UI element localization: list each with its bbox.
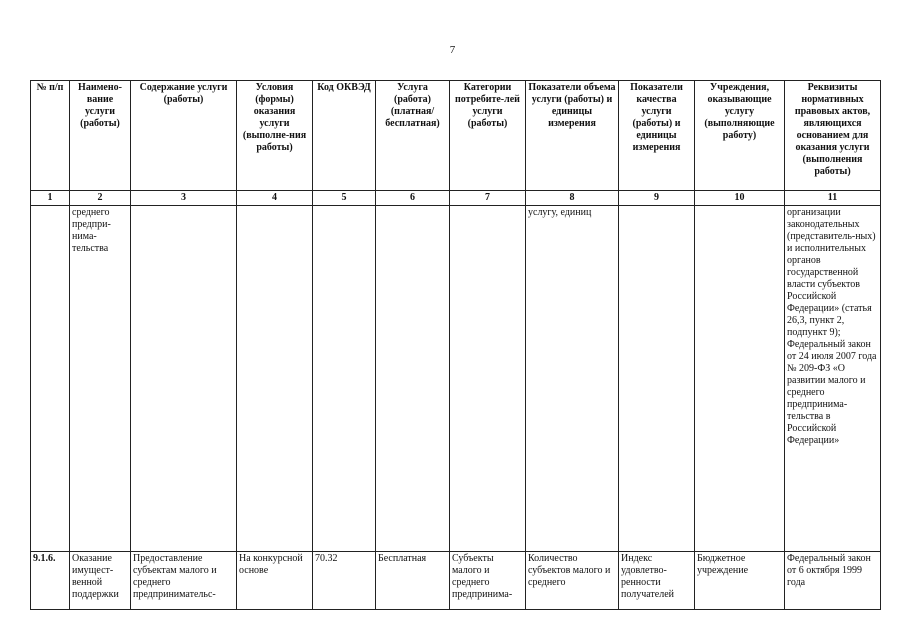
cell-service-name: среднего предпри-нима-тельства [70,206,131,552]
header-conditions: Условия (формы) оказания услуги (выполне-ния работы) [237,81,313,191]
header-number: № п/п [31,81,70,191]
cell-service-content [131,206,237,552]
header-consumer-categories: Категории потребите-лей услуги (работы) [450,81,526,191]
cell-quality-indicators: Индекс удовлетво-ренности получателей [619,552,695,610]
cell-legal-acts: организации законодательных (представитель-ных) и исполнительных органов государственной власти субъектов Российской Федерации» (статья 26,3, пункт 2, подпункт 9); Федеральный закон от 24 июля 2007 года № 209-ФЗ «О развитии малого и среднего предпринима-тельства в Российской Федерации» [785,206,881,552]
column-number: 6 [376,191,450,206]
column-number: 11 [785,191,881,206]
header-volume-indicators: Показатели объема услуги (работы) и единицы измерения [526,81,619,191]
column-number-row [31,191,881,206]
header-row [31,81,881,191]
cell-volume-indicators: услугу, единиц [526,206,619,552]
table-row-9-1-6 [31,552,881,610]
column-number: 10 [695,191,785,206]
cell-okved-code [313,206,376,552]
services-register-table [30,80,881,610]
header-service-name: Наимено-вание услуги (работы) [70,81,131,191]
header-legal-acts: Реквизиты нормативных правовых актов, являющихся основанием для оказания услуги (выполнения работы) [785,81,881,191]
header-quality-indicators: Показатели качества услуги (работы) и единицы измерения [619,81,695,191]
cell-conditions: На конкурсной основе [237,552,313,610]
cell-consumer-categories [450,206,526,552]
cell-service-name: Оказание имущест-венной поддержки [70,552,131,610]
cell-service-content: Предоставление субъектам малого и среднего предпринимательс- [131,552,237,610]
cell-paid-free: Бесплатная [376,552,450,610]
cell-number: 9.1.6. [31,552,70,610]
column-number: 5 [313,191,376,206]
header-paid-free: Услуга (работа) (платная/ бесплатная) [376,81,450,191]
header-service-content: Содержание услуги (работы) [131,81,237,191]
header-okved-code: Код ОКВЭД [313,81,376,191]
cell-number [31,206,70,552]
cell-conditions [237,206,313,552]
column-number: 4 [237,191,313,206]
cell-okved-code: 70.32 [313,552,376,610]
cell-paid-free [376,206,450,552]
cell-volume-indicators: Количество субъектов малого и среднего [526,552,619,610]
column-number: 8 [526,191,619,206]
table-row-continuation [31,206,881,552]
cell-consumer-categories: Субъекты малого и среднего предпринима- [450,552,526,610]
cell-institutions [695,206,785,552]
cell-institutions: Бюджетное учреждение [695,552,785,610]
cell-quality-indicators [619,206,695,552]
column-number: 2 [70,191,131,206]
column-number: 9 [619,191,695,206]
cell-legal-acts: Федеральный закон от 6 октября 1999 года [785,552,881,610]
page-number: 7 [449,44,456,56]
column-number: 3 [131,191,237,206]
column-number: 7 [450,191,526,206]
header-institutions: Учреждения, оказывающие услугу (выполняющие работу) [695,81,785,191]
column-number: 1 [31,191,70,206]
